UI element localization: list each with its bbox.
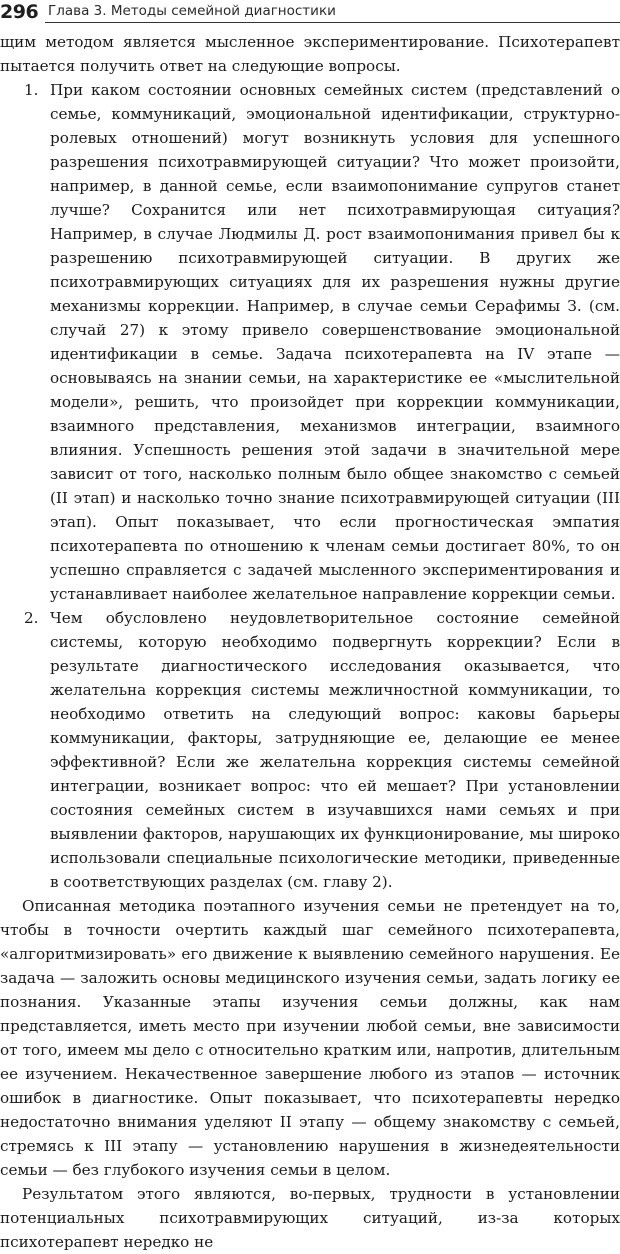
intro-paragraph: щим методом является мысленное экспериментирование. Психотерапевт пытается получить ответ на следующие вопросы. (0, 33, 620, 75)
page-header (0, 0, 620, 30)
body-paragraph: Результатом этого являются, во-первых, трудности в установлении потенциальных психотравмирующих ситуаций, из-за которых психотерапевт нередко не (0, 1185, 620, 1251)
list-item-number: 1. (24, 81, 39, 99)
page-body (0, 30, 620, 1254)
questions-list (0, 78, 620, 894)
body-paragraph: Описанная методика поэтапного изучения семьи не претендует на то, чтобы в точности очертить каждый шаг семейного психотерапевта, «алгоритмизировать» его движение к выявлению семейного нарушения. Ее задача — заложить основы медицинского изучения семьи, задать логику ее познания. Указанные этапы изучения семьи должны, как нам представляется, иметь место при изучении любой семьи, вне зависимости от того, имеем мы дело с относительно кратким или, напротив, длительным ее изучением. Некачественное завершение любого из этапов — источник ошибок в диагностике. Опыт показывает, что психотерапевты нередко недостаточно внимания уделяют II этапу — общему знакомству с семьей, стремясь к III этапу — установлению нарушения в жизнедеятельности семьи — без глубокого изучения семьи в целом. (0, 897, 620, 1179)
page-number: 296 (0, 1, 39, 23)
list-item-number: 2. (24, 609, 39, 627)
list-item-text: Чем обусловлено неудовлетворительное состояние семейной системы, которую необходимо подвергнуть коррекции? Если в результате диагностического исследования оказывается, что желательна коррекция системы межличностной коммуникации, то необходимо ответить на следующий вопрос: каковы барьеры коммуникации, факторы, затрудняющие ее, делающие ее менее эффективной? Если же желательна коррекция системы семейной интеграции, возникает вопрос: что ей мешает? При установлении состояния семейных систем в изучавшихся нами семьях и при выявлении факторов, нарушающих их функционирование, мы широко использовали специальные психологические методики, приведенные в соответствующих разделах (см. главу 2). (50, 609, 620, 891)
list-item (0, 606, 620, 894)
header-rule (45, 22, 620, 23)
chapter-title: Глава 3. Методы семейной диагностики (48, 3, 336, 19)
list-item (0, 78, 620, 606)
list-item-text: При каком состоянии основных семейных систем (представлений о семье, коммуникаций, эмоциональной идентификации, структурно-ролевых отношений) могут возникнуть условия для успешного разрешения психотравмирующей ситуации? Что может произойти, например, в данной семье, если взаимопонимание супругов станет лучше? Сохранится или нет психотравмирующая ситуация? Например, в случае Людмилы Д. рост взаимопонимания привел бы к разрешению психотравмирующей ситуации. В других же психотравмирующих ситуациях для их разрешения нужны другие механизмы коррекции. Например, в случае семьи Серафимы З. (см. случай 27) к этому привело совершенствование эмоциональной идентификации в семье. Задача психотерапевта на IV этапе — основываясь на знании семьи, на характеристике ее «мыслительной модели», решить, что произойдет при коррекции коммуникации, взаимного представления, механизмов интеграции, взаимного влияния. Успешность решения этой задачи в значительной мере зависит от того, насколько полным было общее знакомство с семьей (II этап) и насколько точно знание психотравмирующей ситуации (III этап). Опыт показывает, что если прогностическая эмпатия психотерапевта по отношению к членам семьи достигает 80%, то он успешно справляется с задачей мысленного экспериментирования и устанавливает наиболее желательное направление коррекции семьи. (50, 81, 620, 603)
